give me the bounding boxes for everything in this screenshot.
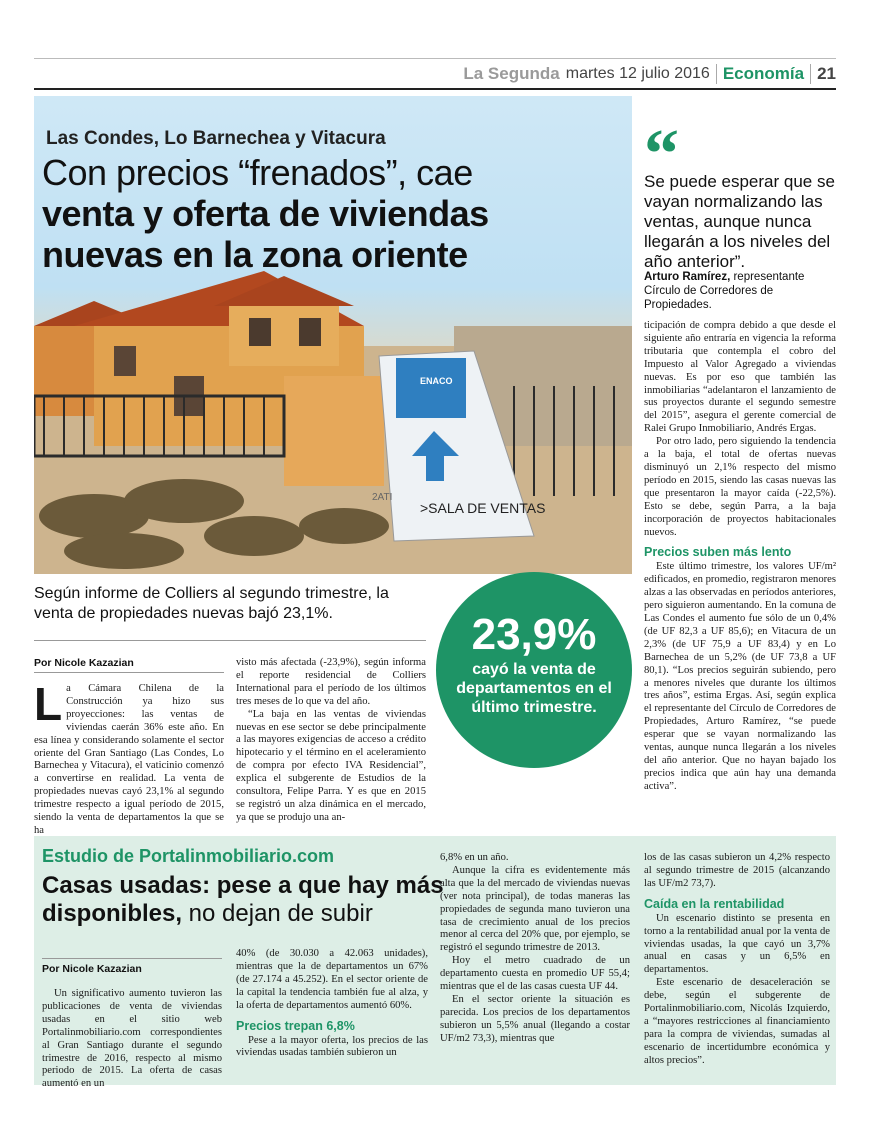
caption-rule <box>34 640 426 641</box>
section-name: Economía <box>716 64 804 84</box>
box-paragraph: 40% (de 30.030 a 42.063 unidades), mientras que la de departamentos un 67% (de 27.174 a 45.252). En el sector oriente de la capital la tendencia también fue al alza, y la oferta de departamentos aumentó 60%. <box>236 948 428 1011</box>
box-paragraph: 6,8% en un año. <box>440 852 509 863</box>
highlight-text: cayó la venta de departamentos en el último trimestre. <box>456 661 612 716</box>
article-paragraph: “La baja en las ventas de viviendas nuevas en ese sector se debe principalmente a las mayores exigencias de acceso a crédito hipotecario y el término en el aceleramiento de compra por efecto IVA Residencial”, explica el subgerente de Estudios de la consultora, Felipe Parra. Y es que en 2015 se registró un alza dinámica en el mercado, ya que se produjo una an- <box>236 708 426 823</box>
article-paragraph: Este último trimestre, los valores UF/m² edificados, en promedio, registraron menores alzas a las observadas en períodos anteriores, pero siguieron aumentando. En la comuna de Las Condes el aumento fue sólo de un 0,4% (de UF 82,3 a UF 85,6); en Vitacura de un 2,3% (de UF 75,9 a UF 83,4) y en Lo Barnechea de un 5,2% (de UF 73,8 a UF 80,1). “Los precios seguirán subiendo, pero a menores niveles que durante los últimos tres años”, estima Ergas. Así, según explica el representante del Círculo de Corredores de Propiedades, Arturo Ramírez, “se puede esperar que se vayan normalizando las ventas, aunque nunca llegarán a los niveles del año anterior. Que no hayan bajado los precios indica que aún hay una demanda activa”. <box>644 561 836 792</box>
box-column-1 <box>42 958 222 1091</box>
box-paragraph: Hoy el metro cuadrado de un departamento cuesta en promedio UF 55,4; mientras que el de las casas cuesta UF 44. <box>440 955 630 993</box>
box-headline-bold: disponibles, <box>42 900 183 927</box>
box-paragraph: Aunque la cifra es evidentemente más alta que la del mercado de viviendas nuevas (ver nota principal), de todas maneras las propiedades de segunda mano tuvieron una tasa de crecimiento anual de los precios menor al cerca del 20% que, por ejemplo, se registró el segundo trimestre de 2013. <box>440 864 630 954</box>
box-column-3 <box>440 852 630 1046</box>
box-paragraph: En el sector oriente la situación es parecida. Los precios de los departamentos subieron un 5,5% anual (llegando a costar UF/m2 73,3), mientras que <box>440 993 630 1044</box>
quote-role: representante Círculo de Corredores de Propiedades. <box>644 271 805 311</box>
quote-author: Arturo Ramírez, <box>644 271 731 283</box>
headline-kicker: Las Condes, Lo Barnechea y Vitacura <box>46 128 386 149</box>
article-column-1 <box>34 657 224 838</box>
header-top-rule <box>34 58 836 59</box>
publication-name: La Segunda <box>463 64 560 83</box>
sign-text: >SALA DE VENTAS <box>420 500 546 516</box>
headline-line-3: nuevas en la zona oriente <box>42 234 468 275</box>
article-column-3 <box>644 320 836 794</box>
header-rule <box>34 88 836 90</box>
sign-brand: ENACO <box>420 376 453 386</box>
box-paragraph: Este escenario de desaceleración se debe, según el subgerente de Portalinmobiliario.com, Nicolás Izquierdo, a “mayores restricciones al financiamiento para la compra de viviendas, sumadas al escenario de incertidumbre económica y altos precios”. <box>644 977 830 1066</box>
issue-date: martes 12 julio 2016 <box>565 65 710 82</box>
article-column-2 <box>236 657 426 825</box>
headline-line-2: venta y oferta de viviendas <box>42 193 489 234</box>
box-paragraph: Un significativo aumento tuvieron las publicaciones de venta de viviendas usadas en el sitio web Portalinmobiliario.com correspondientes al Gran Santiago durante el segundo trimestre de 2016, respecto al mismo periodo de 2015. La oferta de casas aumentó en un <box>42 988 222 1090</box>
box-subheading: Caída en la rentabilidad <box>644 896 785 911</box>
quote-attribution <box>644 270 844 312</box>
article-paragraph: a Cámara Chilena de la Construcción ya hizo sus proyecciones: las ventas de viviendas caerán 36% este año. En esa línea y considerando solamente el sector oriente del Gran Santiago (Las Condes, Lo Barnechea y Vitacura), el vaticinio comenzó a convertirse en realidad. La venta de propiedades nuevas cayó 23,1% al segundo trimestre respecto a igual período de 2015, siendo la venta de departamentos la que se ha <box>34 683 224 836</box>
article-paragraph: ticipación de compra debido a que desde el siguiente año entraría en vigencia la reforma tributaria que contempla el cobro del Impuesto al Valor Agregado a viviendas nuevas. Es por eso que también las inmobiliarias “adelantaron el lanzamiento de sus proyectos durante el segundo semestre del 2015”, asegura el gerente comercial de Ralei Grupo Inmobiliario, Andrés Ergas. <box>644 320 836 435</box>
article-subheading: Precios suben más lento <box>644 545 792 560</box>
box-kicker: Estudio de Portalinmobiliario.com <box>42 846 335 866</box>
highlight-value: 23,9% <box>471 610 597 659</box>
page-header <box>463 62 836 86</box>
photo-caption: Según informe de Colliers al segundo trimestre, la venta de propiedades nuevas bajó 23,1%. <box>34 585 389 622</box>
highlight-circle <box>436 572 632 768</box>
page-number: 21 <box>810 64 836 84</box>
drop-cap: L <box>34 678 63 730</box>
box-paragraph: Pese a la mayor oferta, los precios de las viviendas usadas también subieron un <box>236 1034 428 1059</box>
box-paragraph: los de las casas subieron un 4,2% respecto al segundo trimestre de 2015 (alcanzando las UF/m2 73,7). <box>644 852 830 889</box>
box-column-4 <box>644 852 830 1068</box>
pull-quote: Se puede esperar que se vayan normalizando las ventas, aunque nunca llegarán a los niveles del año anterior”. <box>644 172 835 271</box>
box-headline-rest: no dejan de subir <box>182 900 373 927</box>
article-paragraph: Por otro lado, pero siguiendo la tendencia a la baja, el total de ofertas nuevas disminuyó un 2,1% respecto del mismo período en 2015, siendo las casas nuevas las que presentaron la mayor caída (-22,5%). Esto se debe, según Parra, a la baja incorporación de proyectos habitacionales nuevos. <box>644 436 836 538</box>
article-byline: Por Nicole Kazazian <box>34 657 224 673</box>
box-headline-line-2 <box>42 900 373 928</box>
box-paragraph: Un escenario distinto se presenta en torno a la rentabilidad anual por la venta de viviendas usadas, la que cayó un 3,7% anual en casas y un 6,5% en departamentos. <box>644 912 830 976</box>
sign-partial-text: 2ATI <box>372 492 393 503</box>
box-headline-line-1: Casas usadas: pese a que hay más <box>42 872 444 899</box>
box-column-2 <box>236 948 428 1060</box>
box-byline: Por Nicole Kazazian <box>42 958 222 978</box>
article-paragraph: visto más afectada (-23,9%), según informa el reporte residencial de Colliers International para el período de los últimos tres meses de lo que va del año. <box>236 657 426 707</box>
quote-mark-icon: “ <box>644 116 679 193</box>
headline-line-1: Con precios “frenados”, cae <box>42 152 473 193</box>
box-subheading: Precios trepan 6,8% <box>236 1018 355 1033</box>
